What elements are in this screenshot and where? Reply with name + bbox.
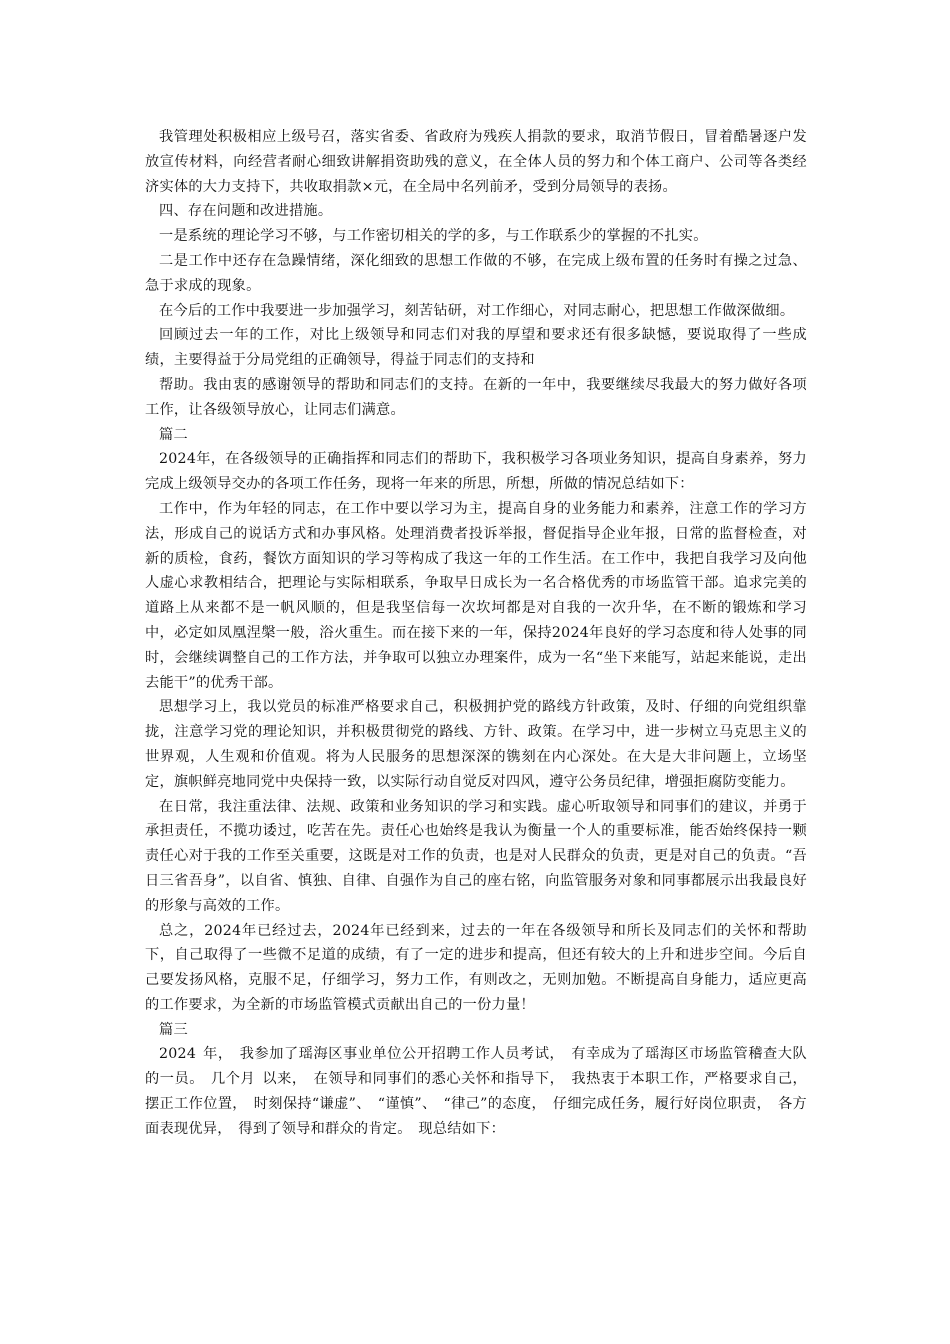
document-page <box>145 125 807 1142</box>
paragraph-part-two-intro: 2024年，在各级领导的正确指挥和同志们的帮助下，我积极学习各项业务知识，提高自身素养，努力完成上级领导交办的各项工作任务，现将一年来的所思，所想，所做的情况总结如下： <box>145 451 807 493</box>
paragraph-thanks: 帮助。我由衷的感谢领导的帮助和同志们的支持。在新的一年中，我要继续尽我最大的努力做好各项工作，让各级领导放心，让同志们满意。 <box>145 376 807 418</box>
section-title-part-two: 篇二 <box>159 426 188 443</box>
paragraph-review: 回顾过去一年的工作，对比上级领导和同志们对我的厚望和要求还有很多缺憾，要说取得了一些成绩，主要得益于分局党组的正确领导，得益于同志们的支持和 <box>145 327 807 369</box>
paragraph-part-three-intro: 2024 年， 我参加了瑶海区事业单位公开招聘工作人员考试， 有幸成为了瑶海区市场监管稽查大队的一员。 几个月 以来， 在领导和同事们的悉心关怀和指导下， 我热衷于本职工作，严格要求自己， 摆正工作位置， 时刻保持“谦虚”、 “谨慎”、 “律己”的态度， 仔细完成任务，履行好岗位职责， 各方面表现优异， 得到了领导和群众的肯定。 现总结如下： <box>145 1046 807 1137</box>
paragraph-daily: 在日常，我注重法律、法规、政策和业务知识的学习和实践。虚心听取领导和同事们的建议，并勇于承担责任，不揽功诿过，吃苦在先。责任心也始终是我认为衡量一个人的重要标准，能否始终保持一颗责任心对于我的工作至关重要，这既是对工作的负责，也是对人民群众的负责，更是对自己的负责。“吾日三省吾身”，以自省、慎独、自律、自强作为自己的座右铭，向监管服务对象和同事都展示出我最良好的形象与高效的工作。 <box>145 798 807 914</box>
section-heading-problems: 四、存在问题和改进措施。 <box>159 203 333 220</box>
paragraph-donation: 我管理处积极相应上级号召，落实省委、省政府为残疾人捐款的要求，取消节假日，冒着酷暑逐户发放宣传材料，向经营者耐心细致讲解捐资助残的意义，在全体人员的努力和个体工商户、公司等各类经济实体的大力支持下，共收取捐款×元，在全局中名列前矛，受到分局领导的表扬。 <box>145 129 807 195</box>
paragraph-improvement: 在今后的工作中我要进一步加强学习，刻苦钻研，对工作细心，对同志耐心，把思想工作做深做细。 <box>159 302 795 319</box>
section-title-part-three: 篇三 <box>159 1021 188 1038</box>
paragraph-study: 思想学习上，我以党员的标准严格要求自己，积极拥护党的路线方针政策，及时、仔细的向党组织靠拢，注意学习党的理论知识，并积极贯彻党的路线、方针、政策。在学习中，进一步树立马克思主义的世界观，人生观和价值观。将为人民服务的思想深深的镌刻在内心深处。在大是大非问题上，立场坚定，旗帜鲜亮地同党中央保持一致，以实际行动自觉反对四风，遵守公务员纪律，增强拒腐防变能力。 <box>145 699 807 790</box>
paragraph-summary: 总之，2024年已经过去，2024年已经到来，过去的一年在各级领导和所长及同志们的关怀和帮助下，自己取得了一些微不足道的成绩，有了一定的进步和提高，但还有较大的上升和进步空间。今后自己要发扬风格，克服不足，仔细学习，努力工作，有则改之，无则加勉。不断提高自身能力，适应更高的工作要求，为全新的市场监管模式贡献出自己的一份力量！ <box>145 922 807 1013</box>
paragraph-work: 工作中，作为年轻的同志，在工作中要以学习为主，提高自身的业务能力和素养，注意工作的学习方法，形成自己的说话方式和办事风格。处理消费者投诉举报，督促指导企业年报，日常的监督检查，对新的质检，食药，餐饮方面知识的学习等构成了我这一年的工作生活。在工作中，我把自我学习及向他人虚心求教相结合，把理论与实际相联系，争取早日成长为一名合格优秀的市场监管干部。追求完美的道路上从来都不是一帆风顺的，但是我坚信每一次坎坷都是对自我的一次升华，在不断的锻炼和学习中，必定如凤凰涅槃一般，浴火重生。而在接下来的一年，保持2024年良好的学习态度和待人处事的同时，会继续调整自己的工作方法，并争取可以独立办理案件，成为一名“坐下来能写，站起来能说，走出去能干”的优秀干部。 <box>145 500 807 691</box>
paragraph-problem-1: 一是系统的理论学习不够，与工作密切相关的学的多，与工作联系少的掌握的不扎实。 <box>159 228 708 245</box>
paragraph-problem-2: 二是工作中还存在急躁情绪，深化细致的思想工作做的不够，在完成上级布置的任务时有操之过急、急于求成的现象。 <box>145 252 807 294</box>
